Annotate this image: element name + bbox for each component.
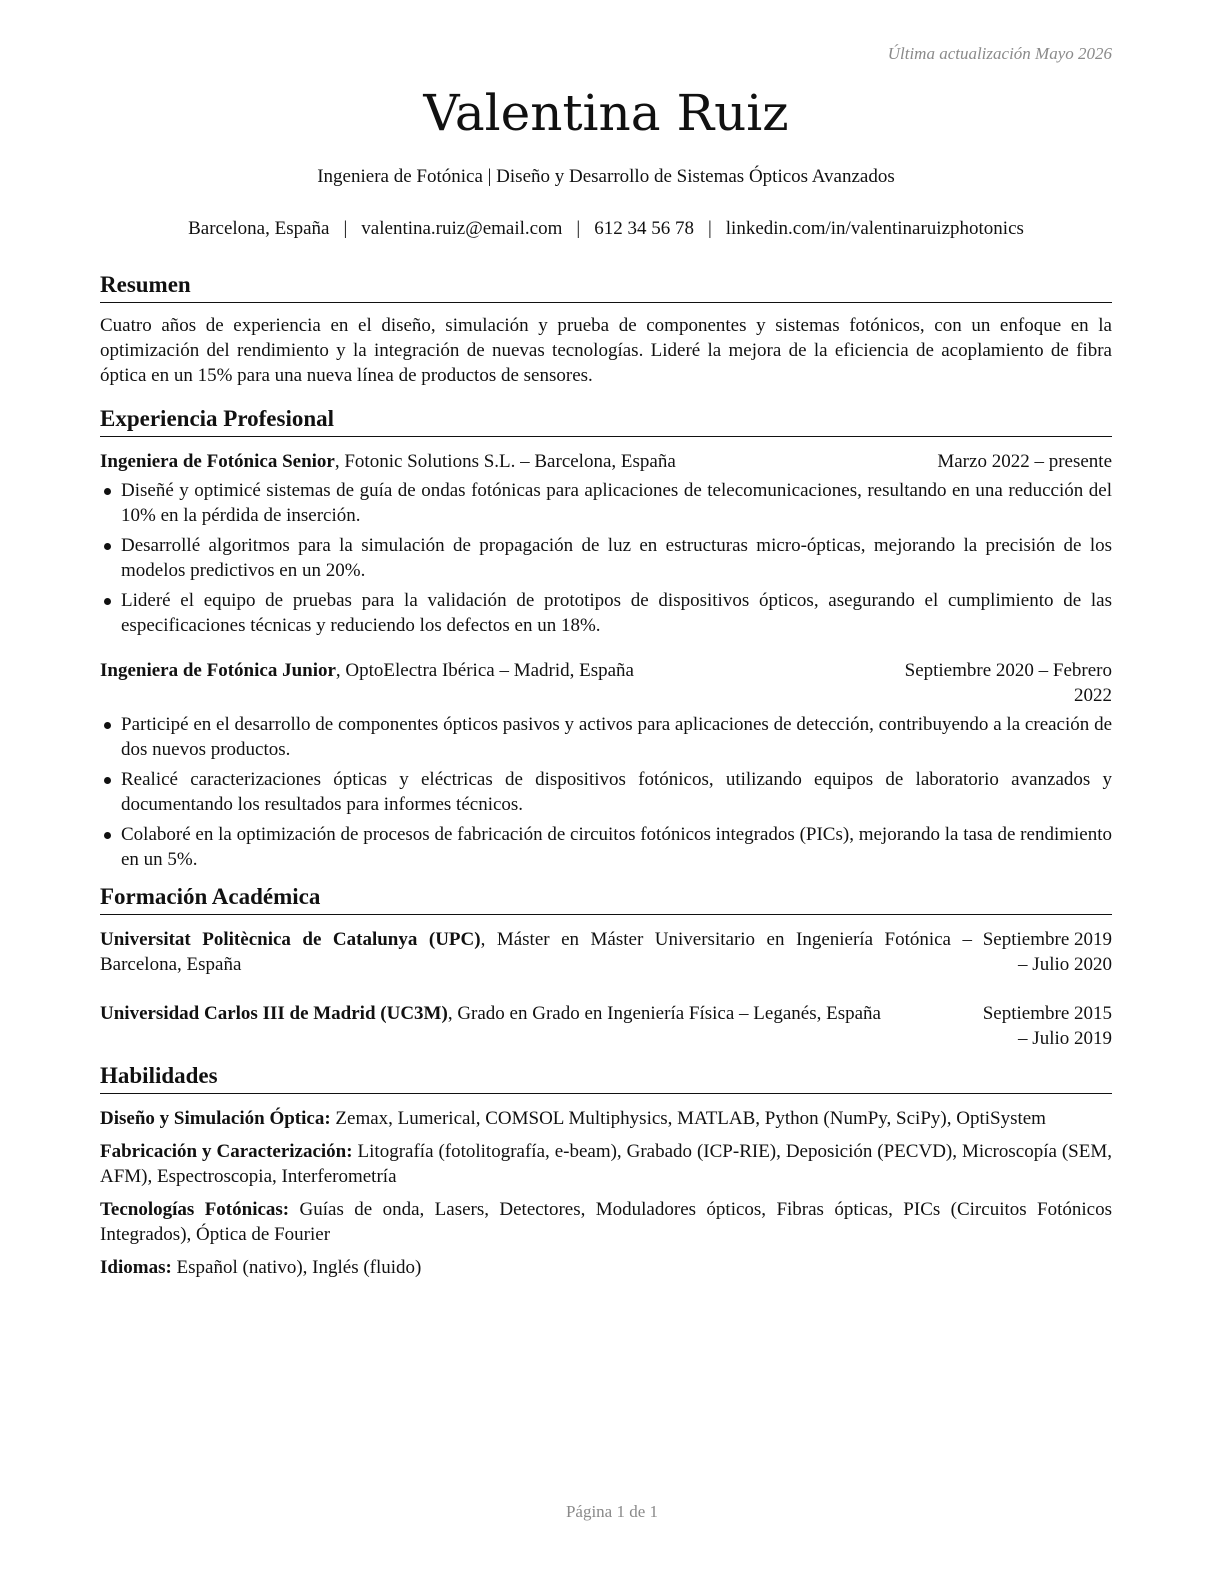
tagline: Ingeniera de Fotónica | Diseño y Desarrollo de Sistemas Ópticos Avanzados — [317, 166, 895, 187]
job-role: Ingeniera de Fotónica Junior — [100, 660, 336, 681]
skill-label: Diseño y Simulación Óptica: — [100, 1108, 331, 1129]
job-bullet: Colaboré en la optimización de procesos de fabricación de circuitos fotónicos integrados (PICs), mejorando la tasa de rendimiento en un 5%. — [100, 822, 1112, 872]
job-title-line — [100, 658, 872, 683]
education-degree: , Grado en Grado en Ingeniería Física – Leganés, España — [447, 1003, 881, 1024]
job-header — [100, 449, 1112, 474]
skills-section — [100, 1061, 1112, 1280]
job-company: , OptoElectra Ibérica – Madrid, España — [335, 660, 634, 681]
contact-separator: | — [576, 218, 581, 239]
skill-label: Idiomas: — [100, 1257, 172, 1278]
skill-row — [100, 1197, 1112, 1247]
job-dates: Marzo 2022 – presente — [937, 451, 1112, 472]
contact-separator: | — [707, 218, 712, 239]
candidate-name: Valentina Ruiz — [423, 84, 789, 142]
skill-value: Guías de onda, Lasers, Detectores, Moduladores ópticos, Fibras ópticas, PICs (Circuitos Fotónicos Integrados), Óptica de Fourier — [100, 1199, 1112, 1245]
education-school: Universidad Carlos III de Madrid (UC3M) — [100, 1003, 448, 1024]
section-title: Resumen — [100, 270, 1112, 303]
resume-content — [100, 270, 1112, 1290]
job-bullet: Lideré el equipo de pruebas para la validación de prototipos de dispositivos ópticos, asegurando el cumplimiento de las especificaciones técnicas y reduciendo los defectos en un 18%. — [100, 588, 1112, 638]
job-bullet: Participé en el desarrollo de componentes ópticos pasivos y activos para aplicaciones de detección, contribuyendo a la creación de dos nuevos productos. — [100, 712, 1112, 762]
job-bullets — [100, 712, 1112, 872]
last-updated: Última actualización Mayo 2026 — [887, 44, 1112, 63]
experience-section — [100, 404, 1112, 872]
job-bullets — [100, 478, 1112, 638]
page-number: Página 1 de 1 — [565, 1502, 659, 1521]
section-title: Habilidades — [100, 1061, 1112, 1094]
skill-value: Zemax, Lumerical, COMSOL Multiphysics, MATLAB, Python (NumPy, SciPy), OptiSystem — [330, 1108, 1046, 1129]
contact-location: Barcelona, España — [188, 218, 330, 239]
education-entry — [100, 1001, 1112, 1051]
skill-row — [100, 1255, 1112, 1280]
job-dates: Septiembre 2020 – Febrero 2022 — [904, 660, 1112, 706]
job-header — [100, 658, 1112, 708]
contact-linkedin[interactable]: linkedin.com/in/valentinaruizphotonics — [725, 218, 1024, 239]
job-bullet: Desarrollé algoritmos para la simulación de propagación de luz en estructuras micro-ópticas, mejorando la precisión de los modelos predictivos en un 20%. — [100, 533, 1112, 583]
education-detail-line — [100, 927, 972, 977]
skill-value: Español (nativo), Inglés (fluido) — [171, 1257, 422, 1278]
contact-email[interactable]: valentina.ruiz@email.com — [361, 218, 563, 239]
contact-phone: 612 34 56 78 — [594, 218, 694, 239]
job-bullet: Diseñé y optimicé sistemas de guía de ondas fotónicas para aplicaciones de telecomunicaciones, resultando en una reducción del 10% en la pérdida de inserción. — [100, 478, 1112, 528]
section-title: Experiencia Profesional — [100, 404, 1112, 437]
summary-section — [100, 270, 1112, 388]
skill-row — [100, 1139, 1112, 1189]
skill-label: Fabricación y Caracterización: — [100, 1141, 353, 1162]
skill-value: Litografía (fotolitografía, e-beam), Grabado (ICP-RIE), Deposición (PECVD), Microscopía (SEM, AFM), Espectroscopia, Interferometría — [100, 1141, 1113, 1187]
job-entry — [100, 658, 1112, 872]
education-school: Universitat Politècnica de Catalunya (UPC) — [100, 929, 481, 950]
job-entry — [100, 449, 1112, 638]
job-company: , Fotonic Solutions S.L. – Barcelona, España — [334, 451, 676, 472]
education-dates: Septiembre 2019 – Julio 2020 — [982, 929, 1112, 975]
skill-row — [100, 1106, 1112, 1131]
job-bullet: Realicé caracterizaciones ópticas y eléctricas de dispositivos fotónicos, utilizando equipos de laboratorio avanzados y documentando los resultados para informes técnicos. — [100, 767, 1112, 817]
skill-label: Tecnologías Fotónicas: — [100, 1199, 290, 1220]
education-dates: Septiembre 2015 – Julio 2019 — [982, 1003, 1112, 1049]
education-detail-line — [100, 1001, 972, 1051]
education-entry — [100, 927, 1112, 977]
contact-line — [100, 218, 1112, 240]
education-section — [100, 882, 1112, 1051]
section-title: Formación Académica — [100, 882, 1112, 915]
job-title-line — [100, 449, 937, 474]
education-degree: , Máster en Máster Universitario en Ingeniería Fotónica – Barcelona, España — [100, 929, 972, 975]
job-role: Ingeniera de Fotónica Senior — [100, 451, 335, 472]
summary-text: Cuatro años de experiencia en el diseño, simulación y prueba de componentes y sistemas fotónicos, con un enfoque en la optimización del rendimiento y la integración de nuevas tecnologías. Lideré la mejora de la eficiencia de acoplamiento de fibra óptica en un 15% para una nueva línea de productos de sensores. — [100, 315, 1112, 386]
contact-separator: | — [343, 218, 348, 239]
